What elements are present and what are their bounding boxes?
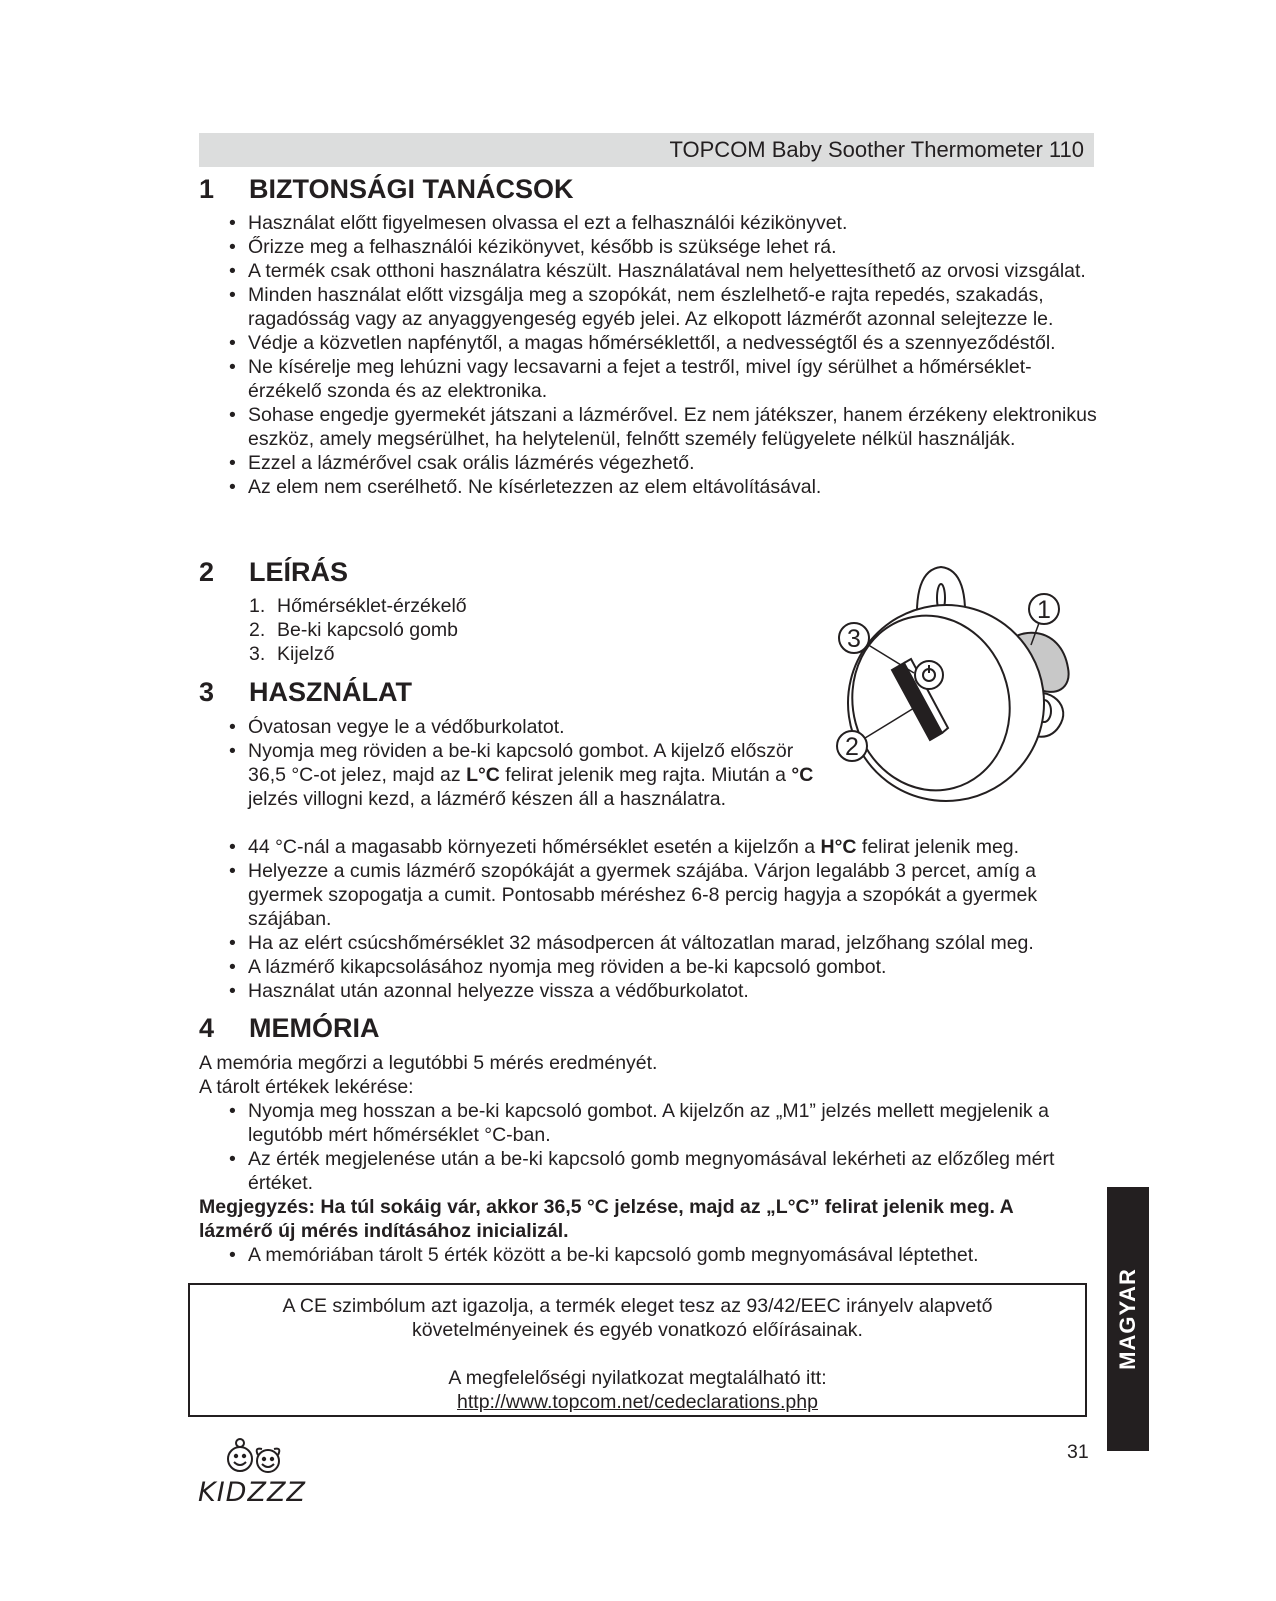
section-title: BIZTONSÁGI TANÁCSOK [249, 174, 574, 204]
list-item: • Használat után azonnal helyezze vissza a védőburkolatot. [229, 979, 1104, 1003]
ce-line-1: A CE szimbólum azt igazolja, a termék eleget tesz az 93/42/EEC irányelv alapvető [282, 1295, 993, 1317]
list-item: • Ezzel a lázmérővel csak orális lázmérés végezhető. [229, 451, 1104, 475]
language-label: MAGYAR [1115, 1268, 1140, 1370]
usage-list-bottom [229, 835, 1104, 1003]
logo-wordmark: KIDZZZ [198, 1477, 306, 1508]
header-bar [199, 133, 1094, 167]
callout-2: 2 [845, 733, 859, 761]
section-number: 2 [199, 557, 215, 587]
ce-line-2: követelményeinek és egyéb vonatkozó előírásainak. [412, 1319, 863, 1341]
thermometer-illustration [836, 563, 1106, 813]
list-item: • Ha az elért csúcshőmérséklet 32 másodpercen át változatlan marad, jelzőhang szólal meg. [229, 931, 1104, 955]
description-list [249, 594, 467, 666]
list-item: • A termék csak otthoni használatra készült. Használatával nem helyettesíthető az orvosi vizsgálat. [229, 259, 1104, 283]
ce-notice-box [188, 1283, 1087, 1417]
list-item: • A memóriában tárolt 5 érték között a be-ki kapcsoló gomb megnyomásával léptethet. [229, 1243, 1104, 1267]
list-item: 3. Kijelző [249, 643, 335, 665]
list-item: • Őrizze meg a felhasználói kézikönyvet, később is szüksége lehet rá. [229, 235, 1104, 259]
memory-list-last [229, 1243, 1104, 1267]
section-title: MEMÓRIA [249, 1013, 380, 1043]
list-item: 1. Hőmérséklet-érzékelő [249, 595, 467, 617]
list-item: • Az érték megjelenése után a be-ki kapcsoló gomb megnyomásával lekérheti az előzőleg mért értéket. [229, 1147, 1104, 1195]
document-title: TOPCOM Baby Soother Thermometer 110 [669, 137, 1084, 162]
kidzzz-logo [196, 1437, 306, 1512]
memory-note: Megjegyzés: Ha túl sokáig vár, akkor 36,5 °C jelzése, majd az „L°C” felirat jelenik meg. A lázmérő új mérés indításához inicializál. [199, 1196, 1013, 1242]
section-title: LEÍRÁS [249, 557, 349, 587]
memory-retrieval-label: A tárolt értékek lekérése: [199, 1076, 414, 1098]
ce-line-3: A megfelelőségi nyilatkozat megtalálható itt: [448, 1367, 827, 1389]
list-item: • A lázmérő kikapcsolásához nyomja meg röviden a be-ki kapcsoló gombot. [229, 955, 1104, 979]
list-item: • Óvatosan vegye le a védőburkolatot. [229, 715, 829, 739]
section-title: HASZNÁLAT [249, 677, 412, 707]
list-item: • 44 °C-nál a magasabb környezeti hőmérséklet esetén a kijelzőn a H°C felirat jelenik meg. [229, 835, 1104, 859]
memory-list [229, 1099, 1104, 1195]
list-item: • Minden használat előtt vizsgálja meg a szopókát, nem észlelhető-e rajta repedés, szakadás, ragadósság vagy az anyaggyengeség egyéb jelei. Az elkopott lázmérőt azonnal selejtezze le. [229, 283, 1104, 331]
memory-intro: A memória megőrzi a legutóbbi 5 mérés eredményét. [199, 1052, 658, 1074]
list-item: • Helyezze a cumis lázmérő szopókáját a gyermek szájába. Várjon legalább 3 percet, amíg a gyermek szopogatja a cumit. Pontosabb méréshez 6-8 percig hagyja a szopókát a gyermek szájában. [229, 859, 1104, 931]
page-number: 31 [1067, 1441, 1089, 1463]
list-item: • Ne kísérelje meg lehúzni vagy lecsavarni a fejet a testről, mivel így sérülhet a hőmérséklet-érzékelő szonda és az elektronika. [229, 355, 1104, 403]
usage-list-top [229, 715, 829, 811]
callout-1: 1 [1037, 596, 1051, 624]
section-number: 1 [199, 174, 215, 204]
callout-3: 3 [847, 625, 861, 653]
list-item: • Használat előtt figyelmesen olvassa el ezt a felhasználói kézikönyvet. [229, 211, 1104, 235]
ce-declarations-link[interactable]: http://www.topcom.net/cedeclarations.php [457, 1391, 818, 1413]
list-item: • Nyomja meg hosszan a be-ki kapcsoló gombot. A kijelzőn az „M1” jelzés mellett megjelenik a legutóbb mért hőmérséklet °C-ban. [229, 1099, 1104, 1147]
list-item: • Sohase engedje gyermekét játszani a lázmérővel. Ez nem játékszer, hanem érzékeny elektronikus eszköz, amely megsérülhet, ha helytelenül, felnőtt személy felügyelete nélkül használják. [229, 403, 1104, 451]
section-number: 4 [199, 1013, 215, 1043]
list-item: • Védje a közvetlen napfénytől, a magas hőmérséklettől, a nedvességtől és a szennyeződéstől. [229, 331, 1104, 355]
list-item: 2. Be-ki kapcsoló gomb [249, 619, 459, 641]
list-item: • Nyomja meg röviden a be-ki kapcsoló gombot. A kijelző először 36,5 °C-ot jelez, majd az L°C felirat jelenik meg rajta. Miután a °C jelzés villogni kezd, a lázmérő készen áll a használatra. [229, 739, 829, 811]
safety-list [229, 211, 1104, 499]
list-item: • Az elem nem cserélhető. Ne kísérletezzen az elem eltávolításával. [229, 475, 1104, 499]
section-number: 3 [199, 677, 215, 707]
language-tab [1107, 1187, 1149, 1451]
